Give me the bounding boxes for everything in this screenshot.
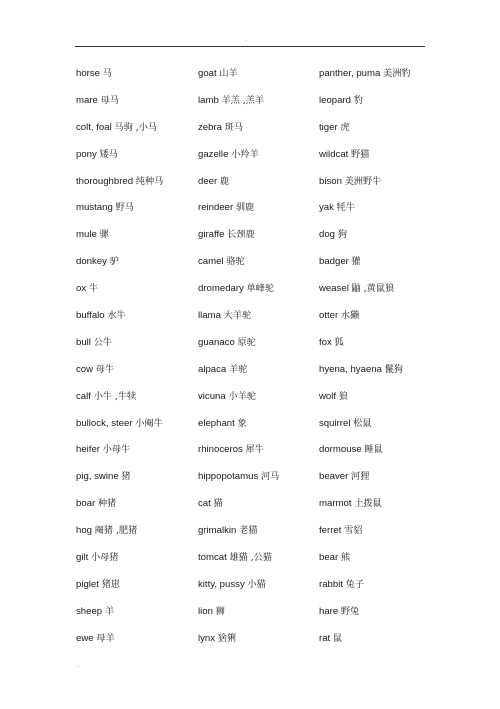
vocab-entry — [198, 414, 323, 441]
vocab-entry — [198, 387, 323, 414]
english-term: calf — [76, 390, 91, 402]
english-term: hog — [76, 525, 93, 537]
chinese-translation: 豹 — [353, 94, 363, 106]
chinese-translation: 小阉牛 — [135, 417, 163, 429]
english-term: camel — [198, 256, 224, 268]
vocab-entry — [319, 575, 459, 602]
vocab-entry — [198, 279, 323, 306]
vocab-column-3 — [319, 64, 459, 656]
english-term: ferret — [319, 525, 342, 537]
english-term: weasel — [319, 283, 349, 295]
english-term: goat — [198, 68, 217, 79]
english-term: dormouse — [319, 444, 362, 456]
english-term: grimalkin — [198, 525, 237, 537]
vocab-entry — [76, 198, 201, 225]
english-term: giraffe — [198, 229, 225, 241]
english-term: rhinoceros — [198, 444, 243, 456]
chinese-translation: 狗 — [337, 229, 347, 241]
english-term: ewe — [76, 632, 94, 644]
english-term: boar — [76, 498, 96, 510]
vocab-entry — [198, 629, 323, 656]
english-term: mule — [76, 229, 97, 241]
vocab-entry — [319, 602, 459, 629]
english-term: vicuna — [198, 390, 226, 402]
english-term: horse — [76, 68, 100, 79]
vocab-entry — [319, 91, 459, 118]
vocab-entry — [76, 521, 201, 548]
vocab-entry — [319, 252, 459, 279]
chinese-translation: 牛 — [88, 283, 98, 295]
vocab-entry — [198, 306, 323, 333]
vocab-entry — [198, 575, 323, 602]
chinese-translation: 美洲豹 — [383, 68, 411, 79]
chinese-translation: 犀牛 — [245, 444, 264, 456]
english-term: hare — [319, 605, 339, 617]
english-term: pony — [76, 148, 97, 160]
english-term: thoroughbred — [76, 175, 134, 187]
vocab-entry — [319, 145, 459, 172]
english-term: tiger — [319, 121, 338, 133]
chinese-translation: 斑马 — [224, 121, 244, 133]
english-term: badger — [319, 256, 349, 268]
vocab-entry — [76, 548, 201, 575]
vocab-entry — [76, 225, 201, 252]
chinese-translation: 矮马 — [99, 148, 118, 160]
chinese-translation: 牦牛 — [336, 202, 355, 214]
chinese-translation: 母羊 — [96, 632, 115, 644]
vocab-entry — [76, 172, 201, 199]
chinese-translation: 象 — [237, 417, 247, 429]
vocab-entry — [76, 279, 201, 306]
chinese-translation: 长颈鹿 — [227, 229, 255, 241]
vocab-entry — [198, 548, 323, 575]
english-term: cat — [198, 498, 211, 510]
english-term: reindeer — [198, 202, 234, 214]
english-term: rabbit — [319, 578, 343, 590]
vocab-entry — [76, 252, 201, 279]
chinese-translation: 水牛 — [107, 310, 126, 322]
vocab-entry — [198, 252, 323, 279]
english-term: pig, swine — [76, 471, 119, 483]
chinese-translation: 羊羔 ,羔羊 — [221, 94, 265, 106]
english-term: otter — [319, 310, 339, 322]
english-term: colt, foal — [76, 121, 112, 133]
chinese-translation: 小猫 — [247, 578, 266, 590]
english-term: marmot — [319, 498, 352, 510]
english-term: kitty, pussy — [198, 578, 245, 590]
english-term: elephant — [198, 417, 235, 429]
chinese-translation: 猪 — [121, 471, 131, 483]
chinese-translation: 雪貂 — [344, 525, 363, 537]
chinese-translation: 骆驼 — [226, 256, 245, 268]
english-term: deer — [198, 175, 218, 187]
chinese-translation: 野兔 — [340, 605, 360, 617]
english-term: gazelle — [198, 148, 229, 160]
vocab-entry — [319, 118, 459, 145]
vocab-entry — [198, 64, 323, 91]
vocab-entry — [319, 521, 459, 548]
chinese-translation: 山羊 — [219, 68, 238, 79]
english-term: dog — [319, 229, 336, 241]
vocab-column-2 — [198, 64, 323, 656]
vocab-entry — [319, 64, 459, 91]
english-term: bullock, steer — [76, 417, 133, 429]
vocab-column-1 — [76, 64, 201, 656]
vocab-entry — [319, 414, 459, 441]
vocab-entry — [319, 494, 459, 521]
vocab-entry — [198, 91, 323, 118]
english-term: guanaco — [198, 336, 235, 348]
chinese-translation: 小羊驼 — [228, 390, 256, 402]
chinese-translation: 小羚羊 — [231, 148, 259, 160]
vocab-entry — [198, 440, 323, 467]
chinese-translation: 鼠 — [332, 632, 343, 644]
english-term: heifer — [76, 444, 100, 456]
vocab-entry — [76, 629, 201, 656]
chinese-translation: 母牛 — [95, 363, 115, 375]
chinese-translation: 猞猁 — [217, 632, 237, 644]
chinese-translation: 小母牛 — [102, 444, 131, 456]
chinese-translation: 河马 — [260, 471, 280, 483]
vocab-entry — [319, 440, 459, 467]
english-term: lynx — [198, 632, 216, 644]
vocab-entry — [198, 225, 323, 252]
vocab-entry — [319, 629, 459, 656]
english-term: fox — [319, 336, 332, 348]
chinese-translation: 驴 — [109, 256, 119, 268]
header-mark: . — [245, 36, 247, 43]
vocab-entry — [198, 145, 323, 172]
vocab-entry — [319, 548, 459, 575]
vocab-entry — [319, 467, 459, 494]
vocab-entry — [198, 494, 323, 521]
english-term: cow — [76, 363, 94, 375]
english-term: buffalo — [76, 310, 105, 322]
vocab-entry — [198, 198, 323, 225]
english-term: wildcat — [319, 148, 349, 160]
footer-mark: . — [77, 662, 79, 669]
chinese-translation: 马驹 ,小马 — [114, 121, 157, 133]
english-term: donkey — [76, 256, 107, 268]
chinese-translation: 雄猫 ,公猫 — [229, 552, 273, 564]
vocab-entry — [76, 575, 201, 602]
chinese-translation: 种猪 — [97, 498, 117, 510]
chinese-translation: 狮 — [215, 605, 225, 617]
vocab-entry — [198, 172, 323, 199]
english-term: squirrel — [319, 417, 351, 429]
chinese-translation: 兔子 — [345, 578, 365, 590]
vocab-entry — [198, 467, 323, 494]
chinese-translation: 獾 — [351, 256, 361, 268]
english-term: bull — [76, 336, 91, 348]
chinese-translation: 大羊驼 — [223, 310, 252, 322]
english-term: hippopotamus — [198, 471, 259, 483]
english-term: rat — [319, 632, 331, 644]
chinese-translation: 狐 — [334, 336, 344, 348]
chinese-translation: 睡鼠 — [364, 444, 383, 456]
chinese-translation: 熊 — [340, 552, 351, 564]
chinese-translation: 小母猪 — [90, 552, 119, 564]
chinese-translation: 阉猪 ,肥猪 — [94, 525, 138, 537]
vocab-entry — [198, 118, 323, 145]
vocab-entry — [76, 145, 201, 172]
english-term: llama — [198, 310, 221, 322]
vocab-entry — [76, 494, 201, 521]
vocab-entry — [319, 198, 459, 225]
english-term: hyena, hyaena — [319, 363, 382, 375]
chinese-translation: 狼 — [338, 390, 348, 402]
english-term: mustang — [76, 202, 113, 214]
vocab-entry — [76, 91, 201, 118]
chinese-translation: 驯鹿 — [235, 202, 255, 214]
vocab-entry — [319, 279, 459, 306]
vocab-entry — [198, 360, 323, 387]
english-term: leopard — [319, 94, 352, 106]
english-term: tomcat — [198, 552, 227, 564]
chinese-translation: 纯种马 — [135, 175, 164, 187]
chinese-translation: 虎 — [340, 121, 350, 133]
vocab-entry — [76, 360, 201, 387]
chinese-translation: 野马 — [115, 202, 134, 214]
chinese-translation: 鹿 — [219, 175, 230, 187]
chinese-translation: 鼬 ,黄鼠狼 — [351, 283, 395, 295]
english-term: alpaca — [198, 363, 227, 375]
english-term: piglet — [76, 578, 99, 590]
chinese-translation: 羊 — [104, 605, 114, 617]
english-term: wolf — [319, 390, 337, 402]
vocab-entry — [198, 521, 323, 548]
chinese-translation: 猪崽 — [101, 578, 120, 590]
vocab-entry — [76, 414, 201, 441]
chinese-translation: 土拨鼠 — [354, 498, 382, 510]
chinese-translation: 马 — [102, 68, 112, 79]
chinese-translation: 猫 — [213, 498, 223, 510]
header-rule — [75, 46, 425, 47]
english-term: panther, puma — [319, 68, 381, 79]
chinese-translation: 老猫 — [239, 525, 258, 537]
chinese-translation: 小牛 ,牛犊 — [93, 390, 137, 402]
vocab-entry — [76, 118, 201, 145]
vocab-entry — [76, 387, 201, 414]
vocab-entry — [76, 306, 201, 333]
vocab-entry — [198, 602, 323, 629]
english-term: bison — [319, 175, 342, 187]
chinese-translation: 松鼠 — [353, 417, 372, 429]
english-term: beaver — [319, 471, 349, 483]
chinese-translation: 美洲野牛 — [344, 175, 382, 187]
vocab-entry — [76, 467, 201, 494]
vocab-entry — [198, 333, 323, 360]
english-term: lamb — [198, 94, 219, 106]
english-term: lion — [198, 605, 213, 617]
english-term: bear — [319, 552, 339, 564]
vocab-entry — [319, 225, 459, 252]
vocab-entry — [319, 360, 459, 387]
chinese-translation: 鬣狗 — [384, 363, 403, 375]
chinese-translation: 羊驼 — [228, 363, 248, 375]
english-term: zebra — [198, 121, 222, 133]
vocab-entry — [319, 172, 459, 199]
vocab-entry — [76, 440, 201, 467]
chinese-translation: 原驼 — [237, 336, 256, 348]
english-term: gilt — [76, 552, 89, 564]
chinese-translation: 公牛 — [93, 336, 112, 348]
chinese-translation: 母马 — [100, 94, 119, 106]
vocab-entry — [76, 333, 201, 360]
vocab-entry — [319, 333, 459, 360]
chinese-translation: 水獭 — [340, 310, 360, 322]
english-term: yak — [319, 202, 334, 214]
chinese-translation: 野猫 — [351, 148, 370, 160]
vocab-entry — [76, 64, 201, 91]
chinese-translation: 单峰驼 — [246, 283, 275, 295]
english-term: mare — [76, 94, 98, 106]
english-term: dromedary — [198, 283, 244, 295]
vocab-entry — [319, 306, 459, 333]
english-term: sheep — [76, 605, 103, 617]
vocab-entry — [319, 387, 459, 414]
chinese-translation: 河狸 — [351, 471, 370, 483]
chinese-translation: 骡 — [99, 229, 109, 241]
vocab-entry — [76, 602, 201, 629]
english-term: ox — [76, 283, 87, 295]
